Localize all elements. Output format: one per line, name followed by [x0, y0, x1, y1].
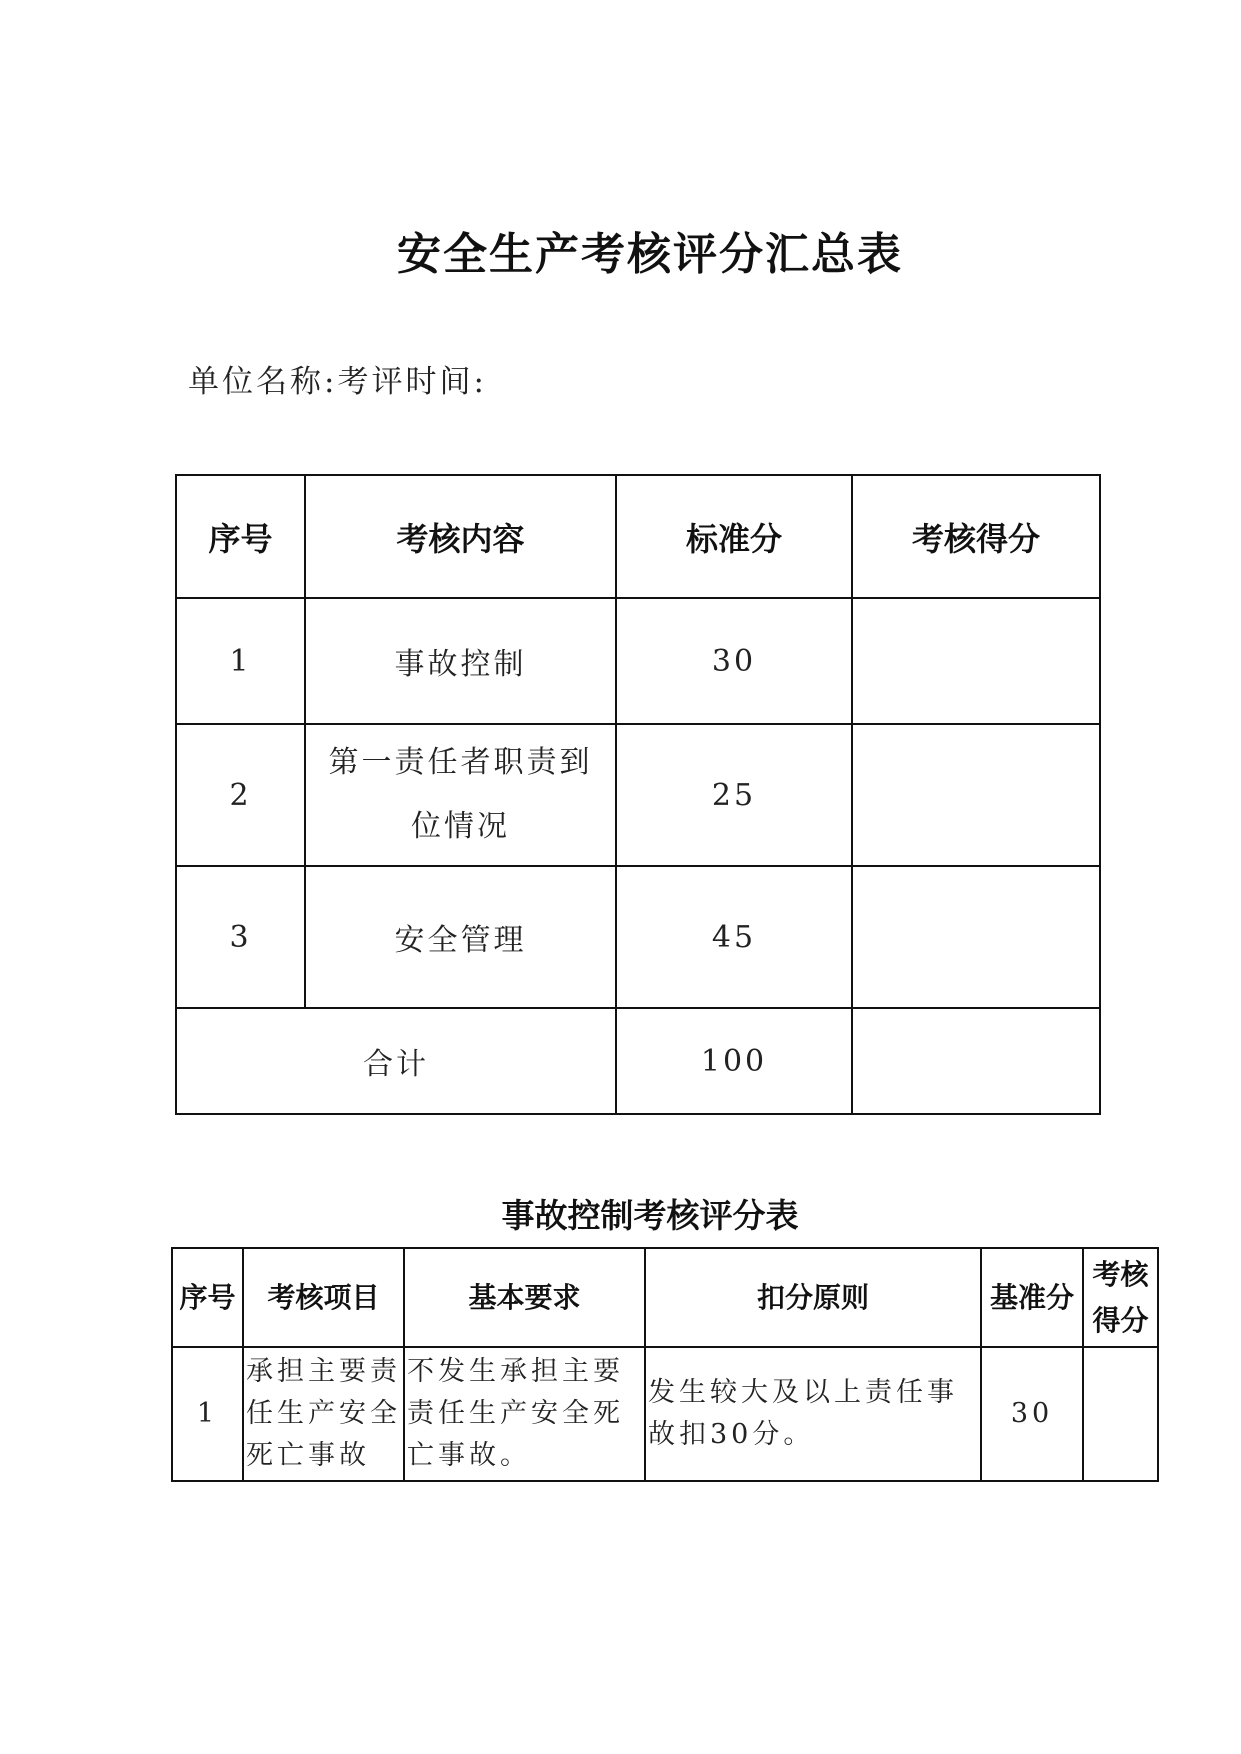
header-assessed-score: 考核得分 [852, 475, 1100, 598]
header-base-score: 基准分 [981, 1248, 1083, 1347]
header-no: 序号 [172, 1248, 243, 1347]
row-requirement: 不发生承担主要责任生产安全死亡事故。 [404, 1347, 645, 1481]
unit-name-label: 单位名称: [188, 364, 338, 400]
row-content: 安全管理 [305, 866, 616, 1008]
header-requirement: 基本要求 [404, 1248, 645, 1347]
summary-header-row [176, 475, 1100, 598]
row-no: 2 [176, 724, 305, 866]
header-no: 序号 [176, 475, 305, 598]
row-standard: 45 [616, 866, 852, 1008]
accident-header-row [172, 1248, 1158, 1347]
unit-info-line [188, 356, 487, 401]
table-row [176, 724, 1100, 866]
row-score-cell[interactable] [852, 598, 1100, 724]
header-deduction: 扣分原则 [645, 1248, 981, 1347]
row-no: 3 [176, 866, 305, 1008]
row-score-cell[interactable] [1083, 1347, 1158, 1481]
row-content: 事故控制 [305, 598, 616, 724]
total-standard: 100 [616, 1008, 852, 1114]
row-base-score: 30 [981, 1347, 1083, 1481]
header-content: 考核内容 [305, 475, 616, 598]
header-assessed-score: 考核得分 [1083, 1248, 1158, 1347]
row-content: 第一责任者职责到位情况 [305, 724, 616, 866]
row-deduction: 发生较大及以上责任事故扣30分。 [645, 1347, 981, 1481]
total-row [176, 1008, 1100, 1114]
total-label: 合计 [176, 1008, 616, 1114]
header-item: 考核项目 [243, 1248, 404, 1347]
table-row [176, 866, 1100, 1008]
review-time-label: 考评时间: [337, 364, 487, 400]
row-score-cell[interactable] [852, 866, 1100, 1008]
row-no: 1 [172, 1347, 243, 1481]
row-standard: 30 [616, 598, 852, 724]
accident-table-title: 事故控制考核评分表 [501, 1196, 799, 1235]
row-score-cell[interactable] [852, 724, 1100, 866]
header-standard-score: 标准分 [616, 475, 852, 598]
total-score-cell[interactable] [852, 1008, 1100, 1114]
table-row [172, 1347, 1158, 1481]
row-item: 承担主要责任生产安全死亡事故 [243, 1347, 404, 1481]
table-row [176, 598, 1100, 724]
accident-control-table [171, 1247, 1159, 1482]
summary-table [175, 474, 1101, 1115]
row-standard: 25 [616, 724, 852, 866]
document-title: 安全生产考核评分汇总表 [397, 229, 903, 280]
row-no: 1 [176, 598, 305, 724]
